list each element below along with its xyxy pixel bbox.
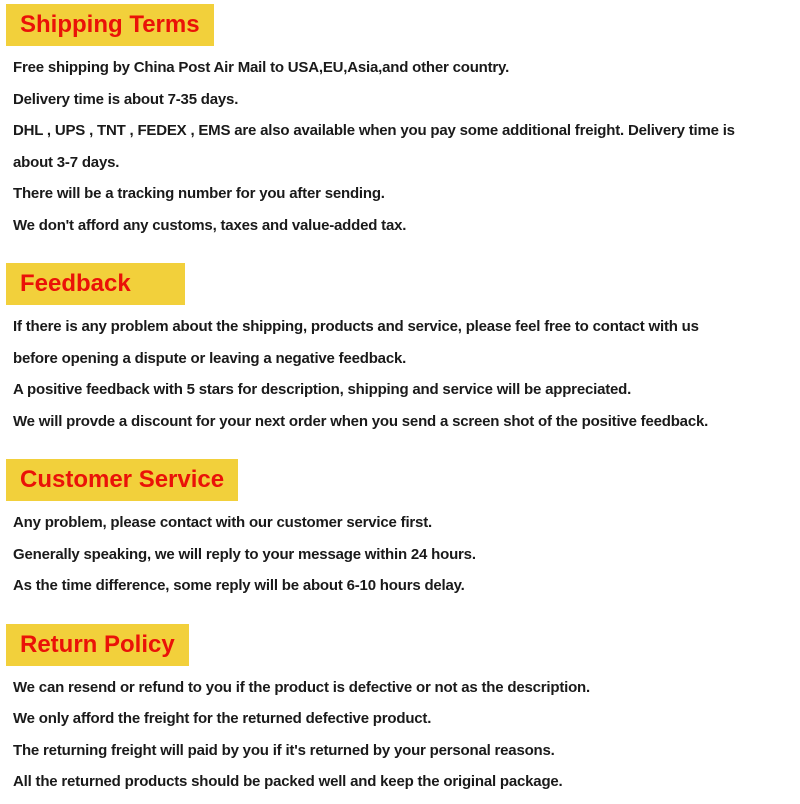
section-body	[0, 666, 800, 798]
body-line: Free shipping by China Post Air Mail to USA,EU,Asia,and other country.	[13, 59, 510, 76]
policy-section	[0, 624, 800, 798]
body-line: about 3-7 days.	[13, 153, 120, 171]
section-body	[0, 305, 800, 437]
policy-section	[0, 263, 800, 437]
policy-page	[0, 4, 800, 804]
section-title: Feedback	[20, 270, 131, 297]
body-line: We only afford the freight for the returned defective product.	[13, 710, 432, 727]
body-line: Any problem, please contact with our customer service first.	[13, 514, 432, 531]
body-line: Delivery time is about 7-35 days.	[13, 90, 239, 108]
body-line: Generally speaking, we will reply to your message within 24 hours.	[13, 545, 476, 563]
policy-section	[0, 459, 800, 602]
section-header-box	[6, 624, 189, 666]
body-line: There will be a tracking number for you after sending.	[13, 185, 385, 202]
body-line: before opening a dispute or leaving a negative feedback.	[13, 349, 407, 367]
body-line: As the time difference, some reply will be about 6-10 hours delay.	[13, 577, 465, 594]
body-line: We can resend or refund to you if the product is defective or not as the description.	[13, 678, 590, 696]
body-line: We will provde a discount for your next order when you send a screen shot of the positive feedback.	[13, 412, 709, 430]
policy-sections	[0, 4, 800, 798]
body-line: A positive feedback with 5 stars for description, shipping and service will be appreciated.	[13, 381, 632, 398]
body-line: The returning freight will paid by you if it's returned by your personal reasons.	[13, 741, 555, 759]
body-line: DHL , UPS , TNT , FEDEX , EMS are also available when you pay some additional freight. Delivery time is	[13, 122, 735, 139]
section-header-box	[6, 459, 238, 501]
policy-section	[0, 4, 800, 241]
section-header-box	[6, 4, 214, 46]
section-title: Customer Service	[20, 466, 225, 493]
body-line: All the returned products should be packed well and keep the original package.	[13, 773, 563, 790]
section-title: Shipping Terms	[20, 11, 200, 38]
section-header-box	[6, 263, 185, 305]
section-body	[0, 46, 800, 241]
section-body	[0, 501, 800, 602]
body-line: If there is any problem about the shipping, products and service, please feel free to contact with us	[13, 318, 699, 335]
body-line: We don't afford any customs, taxes and value-added tax.	[13, 216, 407, 234]
section-title: Return Policy	[20, 630, 175, 658]
